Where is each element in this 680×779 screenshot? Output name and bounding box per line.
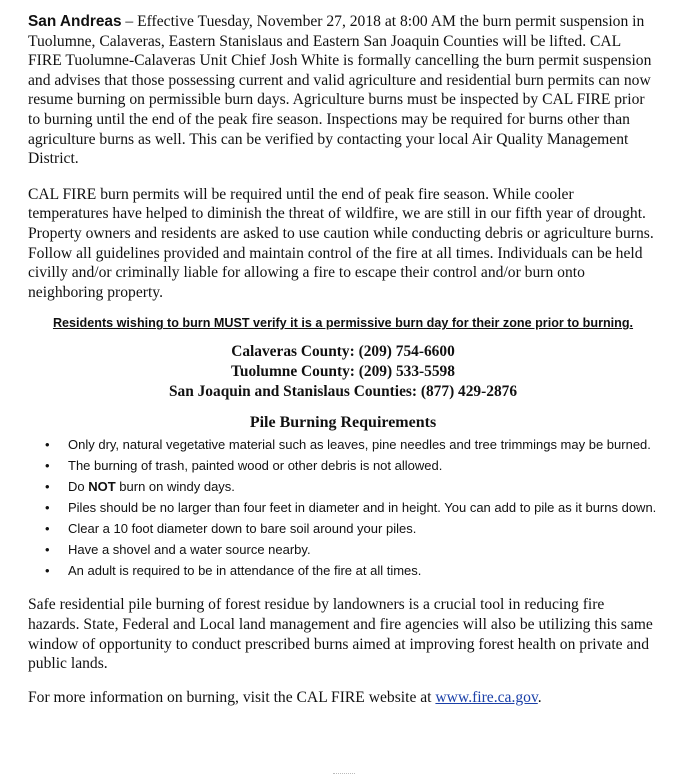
list-item: • Clear a 10 foot diameter down to bare soil around your piles. [28, 519, 658, 539]
requirements-list [28, 435, 658, 581]
dateline: San Andreas [28, 13, 122, 30]
page-edge-mark [333, 773, 355, 777]
list-item: • Piles should be no larger than four feet in diameter and in height. You can add to pile as it burns down. [28, 498, 658, 518]
list-item: • Do NOT burn on windy days. [28, 477, 658, 497]
permit-paragraph: CAL FIRE burn permits will be required until the end of peak fire season. While cooler temperatures have helped to diminish the threat of wildfire, we are still in our fifth year of drought. Property owners and residents are asked to use caution while conducting debris or agriculture burns. Follow all guidelines provided and maintain control of the fire at all times. Individuals can be held civilly and/or criminally liable for allowing a fire to escape their control and/or burn onto neighboring property. [28, 185, 654, 301]
contact-tuolumne: Tuolumne County: (209) 533-5598 [231, 363, 455, 381]
intro-text: – Effective Tuesday, November 27, 2018 at 8:00 AM the burn permit suspension in Tuolumne, Calaveras, Eastern Stanislaus and Eastern San Joaquin Counties will be lifted. CAL FIRE Tuolumne-Calaveras Unit Chief Josh White is formally cancelling the burn permit suspension and advises that those possessing current and valid agriculture and residential burn permits can now resume burning on permissible burn days. Agriculture burns must be inspected by CAL FIRE prior to burning until the end of the peak fire season. Inspections may be required for burns other than agriculture burns as well. This can be verified by contacting your local Air Quality Management District. [28, 13, 652, 168]
bullet-icon: • [45, 500, 50, 516]
intro-paragraph [28, 12, 658, 169]
bullet-icon: • [45, 563, 50, 579]
bullet-icon: • [45, 521, 50, 537]
contact-numbers [28, 342, 658, 402]
bullet-icon: • [45, 458, 50, 474]
bullet-icon: • [45, 542, 50, 558]
burn-day-notice: Residents wishing to burn MUST verify it is a permissive burn day for their zone prior to burning. [52, 316, 634, 331]
contact-sanjoaquin-stanislaus: San Joaquin and Stanislaus Counties: (877) 429-2876 [168, 383, 518, 401]
pile-burning-paragraph: Safe residential pile burning of forest residue by landowners is a crucial tool in reducing fire hazards. State, Federal and Local land management and fire agencies will also be utilizing this same window of opportunity to conduct prescribed burns aimed at improving forest health on private and public lands. [28, 596, 653, 673]
list-item: • Have a shovel and a water source nearby. [28, 540, 658, 560]
bullet-icon: • [45, 437, 50, 453]
list-item: • An adult is required to be in attendance of the fire at all times. [28, 561, 658, 581]
list-item: • Only dry, natural vegetative material such as leaves, pine needles and tree trimmings may be burned. [28, 435, 658, 455]
footer-paragraph: For more information on burning, visit the CAL FIRE website at www.fire.ca.gov. [28, 688, 542, 706]
cal-fire-website-link[interactable]: www.fire.ca.gov [435, 688, 538, 706]
requirements-title: Pile Burning Requirements [249, 414, 437, 432]
list-item: • The burning of trash, painted wood or other debris is not allowed. [28, 456, 658, 476]
bullet-icon: • [45, 479, 50, 495]
contact-calaveras: Calaveras County: (209) 754-6600 [231, 343, 455, 361]
